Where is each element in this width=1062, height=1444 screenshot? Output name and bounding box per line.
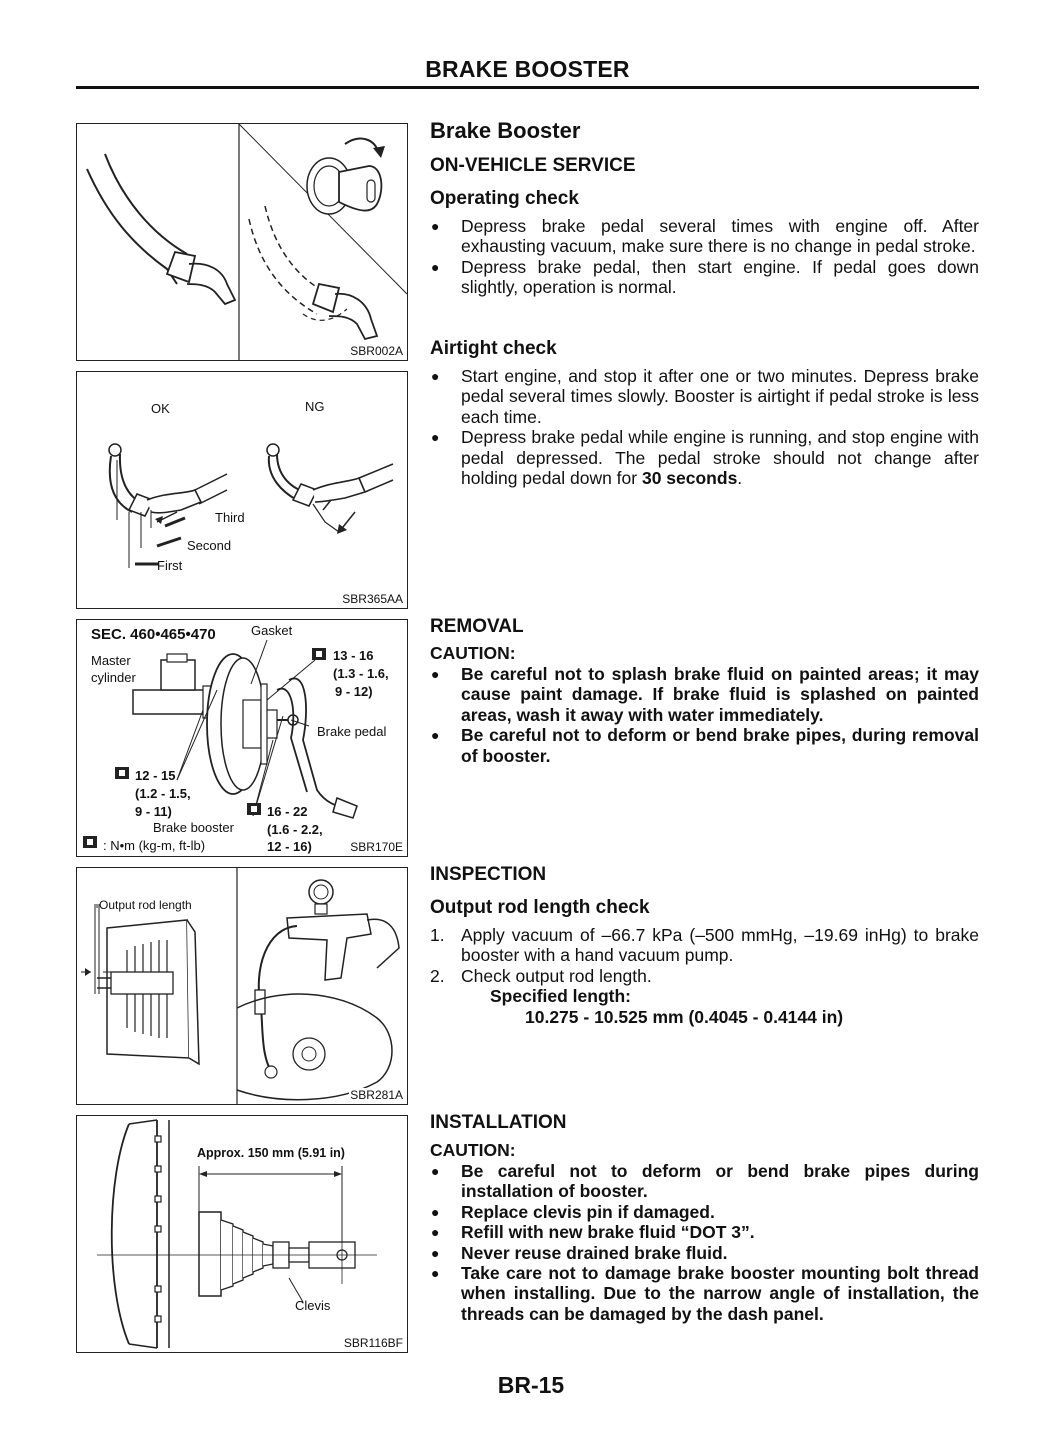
output-rod-length-check-heading: Output rod length check	[430, 897, 650, 918]
list-item	[430, 966, 979, 986]
inspection-steps	[430, 925, 979, 1027]
output-rod-length-label: Output rod length	[99, 898, 192, 912]
installation-caution-label: CAUTION:	[430, 1140, 516, 1160]
list-item: ● Be careful not to deform or bend brake pipes during installation of booster.	[430, 1161, 979, 1202]
list-item: ● Never reuse drained brake fluid.	[430, 1243, 979, 1263]
list-item: ● Start engine, and stop it after one or two minutes. Depress brake pedal several times slowly. Booster is airtight if pedal stroke is less each time.	[430, 366, 979, 427]
clevis-label: Clevis	[295, 1298, 331, 1313]
gasket-label: Gasket	[251, 623, 293, 638]
approx-dimension-label: Approx. 150 mm (5.91 in)	[197, 1146, 345, 1160]
list-item: ● Depress brake pedal, then start engine. If pedal goes down slightly, operation is normal.	[430, 257, 979, 298]
airtight-duration: 30 seconds	[641, 468, 738, 489]
figure-operating-check	[76, 123, 408, 361]
torque-spec-2c: 9 - 11)	[135, 804, 172, 819]
pedal-key-illustration	[77, 124, 407, 360]
page-title: BRAKE BOOSTER	[425, 56, 630, 82]
second-label: Second	[187, 538, 232, 553]
list-item	[430, 925, 979, 966]
pedal-stroke-illustration	[77, 372, 407, 608]
master-cylinder-label-1: Master	[91, 653, 131, 668]
installation-caution-list	[430, 1161, 979, 1324]
brake-booster-label: Brake booster	[153, 820, 234, 835]
airtight-check-heading: Airtight check	[430, 338, 557, 359]
step-number: 1.	[430, 925, 445, 945]
figure-code: SBR365AA	[342, 592, 403, 606]
torque-spec-2a: 12 - 15	[135, 768, 176, 783]
airtight-check-list	[430, 366, 979, 488]
list-item	[430, 427, 979, 488]
figure-output-rod	[76, 867, 408, 1105]
airtight-text-end: .	[737, 468, 743, 489]
operating-check-list	[430, 216, 979, 298]
section-ref: SEC. 460•465•470	[91, 626, 216, 643]
title-rule	[76, 86, 979, 89]
torque-spec-1b: (1.3 - 1.6,	[333, 666, 389, 681]
ng-label: NG	[305, 399, 325, 414]
list-item: ● Replace clevis pin if damaged.	[430, 1202, 979, 1222]
list-item: ● Be careful not to deform or bend brake pipes, during removal of booster.	[430, 725, 979, 766]
figure-code: SBR170E	[350, 840, 403, 854]
airtight-text: Depress brake pedal while engine is running, and stop engine with pedal depressed. The pedal stroke should not change after holding pedal down for	[461, 427, 979, 489]
list-item: ● Take care not to damage brake booster mounting bolt thread when installing. Due to the narrow angle of installation, the threads can be damaged by the dash panel.	[430, 1263, 979, 1324]
specified-length-value: 10.275 - 10.525 mm (0.4045 - 0.4144 in)	[525, 1006, 844, 1027]
list-item: ● Depress brake pedal several times with engine off. After exhausting vacuum, make sure there is no change in pedal stroke.	[430, 216, 979, 257]
torque-spec-3a: 16 - 22	[267, 804, 308, 819]
list-item: ● Be careful not to splash brake fluid on painted areas; it may cause paint damage. If brake fluid is splashed on painted areas, wash it away with water immediately.	[430, 664, 979, 725]
torque-spec-2b: (1.2 - 1.5,	[135, 786, 191, 801]
step-text: Apply vacuum of –66.7 kPa (–500 mmHg, –19.69 inHg) to brake booster with a hand vacuum pump.	[461, 925, 979, 966]
figure-code: SBR281A	[350, 1088, 403, 1102]
page-number: BR-15	[497, 1372, 565, 1398]
list-item: ● Refill with new brake fluid “DOT 3”.	[430, 1222, 979, 1242]
third-label: Third	[215, 510, 245, 525]
removal-heading: REMOVAL	[430, 616, 524, 637]
torque-units-legend: : N•m (kg-m, ft-lb)	[103, 838, 206, 853]
step-text: Check output rod length.	[461, 965, 652, 986]
removal-caution-label: CAUTION:	[430, 643, 516, 663]
specified-length-label: Specified length:	[490, 986, 631, 1007]
torque-spec-1c: 9 - 12)	[335, 684, 373, 699]
operating-check-heading: Operating check	[430, 188, 579, 209]
section-title: Brake Booster	[430, 118, 581, 143]
master-cylinder-label-2: cylinder	[91, 670, 136, 685]
figure-installation	[76, 1115, 408, 1353]
step-number: 2.	[430, 965, 445, 986]
installation-heading: INSTALLATION	[430, 1112, 567, 1133]
first-label: First	[157, 558, 183, 573]
torque-spec-3c: 12 - 16)	[267, 839, 312, 854]
removal-caution-list	[430, 664, 979, 766]
torque-spec-3b: (1.6 - 2.2,	[267, 822, 323, 837]
figure-code: SBR116BF	[343, 1336, 403, 1350]
on-vehicle-service-heading: ON-VEHICLE SERVICE	[430, 155, 636, 176]
ok-label: OK	[151, 401, 170, 416]
figure-code: SBR002A	[350, 344, 403, 358]
torque-spec-1a: 13 - 16	[333, 648, 374, 663]
figure-airtight-check	[76, 371, 408, 609]
brake-pedal-label: Brake pedal	[317, 724, 387, 739]
inspection-heading: INSPECTION	[430, 864, 547, 885]
figure-removal	[76, 619, 408, 857]
